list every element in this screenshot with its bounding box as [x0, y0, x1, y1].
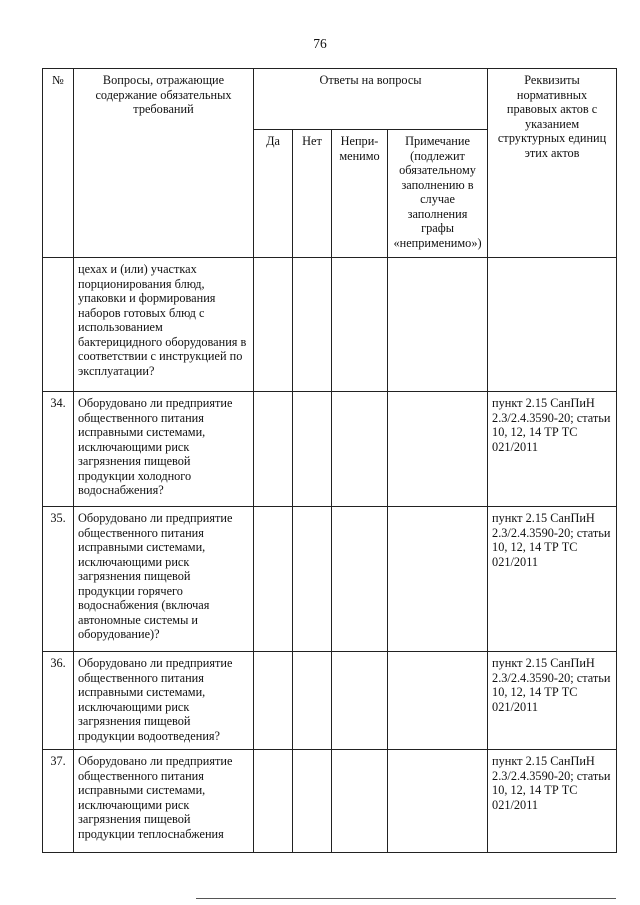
- answer-not-applicable-cell[interactable]: [332, 652, 388, 750]
- header-answers: Ответы на вопросы: [254, 69, 488, 130]
- answer-no-cell[interactable]: [293, 750, 332, 853]
- table-row: [43, 652, 617, 750]
- header-requisites: Реквизиты нормативных правовых актов с указанием структурных единиц этих актов: [488, 69, 617, 258]
- answer-note-cell[interactable]: [388, 652, 488, 750]
- row-reference: пункт 2.15 СанПиН 2.3/2.4.3590-20; статьи 10, 12, 14 ТР ТС 021/2011: [488, 392, 617, 507]
- row-reference: [488, 258, 617, 392]
- row-reference: пункт 2.15 СанПиН 2.3/2.4.3590-20; статьи 10, 12, 14 ТР ТС 021/2011: [488, 652, 617, 750]
- answer-yes-cell[interactable]: [254, 507, 293, 652]
- table-row: [43, 258, 617, 392]
- row-question: Оборудовано ли предприятие общественного питания исправными системами, исключающими риск загрязнения пищевой продукции горячего водоснабжения (включая автономные системы и оборудование)?: [74, 507, 254, 652]
- answer-yes-cell[interactable]: [254, 652, 293, 750]
- answer-not-applicable-cell[interactable]: [332, 507, 388, 652]
- answer-yes-cell[interactable]: [254, 750, 293, 853]
- answer-note-cell[interactable]: [388, 507, 488, 652]
- answer-no-cell[interactable]: [293, 392, 332, 507]
- header-number: №: [43, 69, 74, 258]
- row-number: 34.: [43, 392, 74, 507]
- table-row: [43, 750, 617, 853]
- row-number: 36.: [43, 652, 74, 750]
- answer-yes-cell[interactable]: [254, 258, 293, 392]
- row-number: 35.: [43, 507, 74, 652]
- header-not-applicable: Непри-менимо: [332, 130, 388, 258]
- row-question: цехах и (или) участках порционирования блюд, упаковки и формирования наборов готовых блюд с использованием бактерицидного оборудования в соответствии с инструкцией по эксплуатации?: [74, 258, 254, 392]
- requirements-checklist-table: [42, 68, 617, 853]
- answer-note-cell[interactable]: [388, 258, 488, 392]
- row-question: Оборудовано ли предприятие общественного питания исправными системами, исключающими риск загрязнения пищевой продукции водоотведения?: [74, 652, 254, 750]
- row-reference: пункт 2.15 СанПиН 2.3/2.4.3590-20; статьи 10, 12, 14 ТР ТС 021/2011: [488, 750, 617, 853]
- header-no: Нет: [293, 130, 332, 258]
- row-question: Оборудовано ли предприятие общественного питания исправными системами, исключающими риск загрязнения пищевой продукции холодного водоснабжения?: [74, 392, 254, 507]
- table-row: [43, 507, 617, 652]
- table-row: [43, 392, 617, 507]
- answer-no-cell[interactable]: [293, 258, 332, 392]
- page-bottom-divider: [196, 898, 616, 899]
- answer-note-cell[interactable]: [388, 392, 488, 507]
- answer-not-applicable-cell[interactable]: [332, 258, 388, 392]
- answer-note-cell[interactable]: [388, 750, 488, 853]
- header-question: Вопросы, отражающие содержание обязательных требований: [74, 69, 254, 258]
- answer-yes-cell[interactable]: [254, 392, 293, 507]
- answer-not-applicable-cell[interactable]: [332, 392, 388, 507]
- answer-no-cell[interactable]: [293, 652, 332, 750]
- header-yes: Да: [254, 130, 293, 258]
- answer-no-cell[interactable]: [293, 507, 332, 652]
- row-reference: пункт 2.15 СанПиН 2.3/2.4.3590-20; статьи 10, 12, 14 ТР ТС 021/2011: [488, 507, 617, 652]
- row-number: 37.: [43, 750, 74, 853]
- row-question: Оборудовано ли предприятие общественного питания исправными системами, исключающими риск загрязнения пищевой продукции теплоснабжения: [74, 750, 254, 853]
- page-number: 76: [313, 36, 327, 51]
- header-note: Примечание (подлежит обязательному заполнению в случае заполнения графы «неприменимо»): [388, 130, 488, 258]
- answer-not-applicable-cell[interactable]: [332, 750, 388, 853]
- row-number: [43, 258, 74, 392]
